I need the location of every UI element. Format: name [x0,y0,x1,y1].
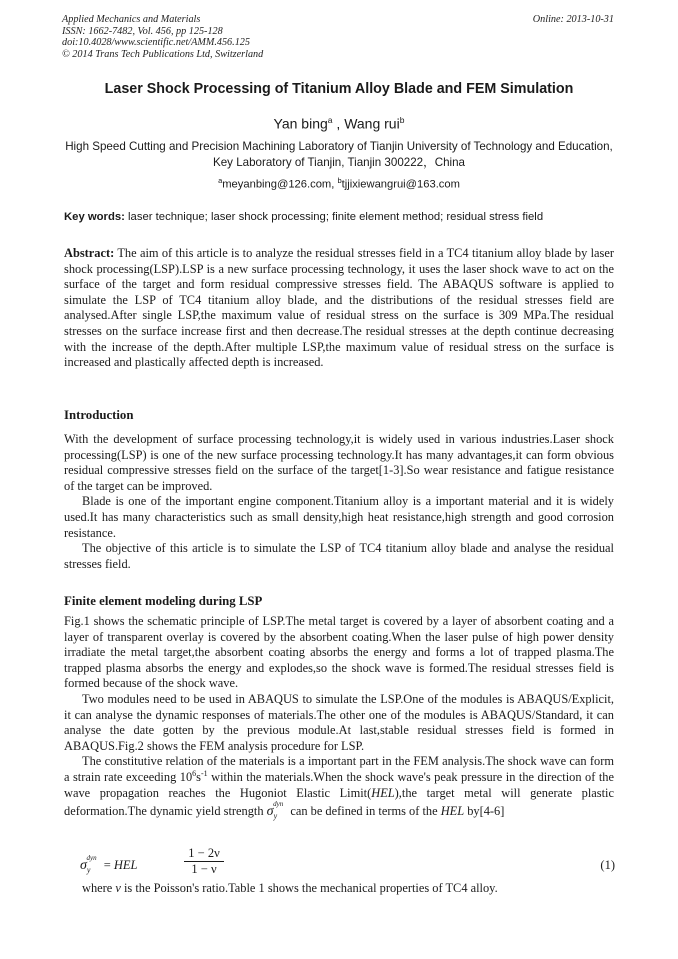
eq-sigma: σ [80,858,87,874]
equation-fraction [184,846,224,877]
eq-equals: = [100,858,114,873]
fem-paragraph-1: Fig.1 shows the schematic principle of LSP.The metal target is covered by a layer of absorbent coating and a layer of transparent overlay is covered by the absorbent coating.When the laser pulse of high power density irradiate the metal target,the absorbent coating absorbs the energy and forms a lot of trapped plasma.The trapped plasma absorbs the energy and explodes,so the shock wave is formed.The residual stresses field is formed because of the shock wave. [64,614,614,691]
paper-title: Laser Shock Processing of Titanium Alloy Blade and FEM Simulation [104,81,574,97]
equation-lhs [80,854,138,875]
journal-doi[interactable]: doi:10.4028/www.scientific.net/AMM.456.125 [62,37,250,49]
abstract-text: The aim of this article is to analyze the residual stresses field in a TC4 titanium alloy blade by laser shock processing(LSP).LSP is a new surface processing technology, it uses the laser shock wave to act on the surface of the target and form residual compressive stresses field. The ABAQUS software is applied to simulate the LSP of TC4 titanium alloy blade, and the distributions of the residual stresses field are analysed.After single LSP,the maximum value of residual stress on the surface is 309 MPa.The residual stresses on the surface increase first and then decrease.The residual stresses at the depth continue decreasing with the increase of the depth.After multiple LSP,the maximum value of residual stress on the surface is increased and plastically affected depth is increased. [64,246,614,370]
fem-body [64,614,614,824]
author-line [0,115,678,132]
author-separator: , [332,115,345,132]
journal-copyright: © 2014 Trans Tech Publications Ltd, Switzerland [62,48,264,60]
author-2: Wang rui [344,115,400,132]
fem-p3-text-c: within the materials.When the shock wave's peak pressure in the direction of the wave propagation reaches the Hugoniot Elastic Limit( [64,769,614,800]
where-text-a: where [82,881,116,895]
fem-heading: Finite element modeling during LSP [64,594,263,608]
introduction-body [64,432,614,572]
fem-p3-text-e: can be defined in terms of the [287,804,441,819]
email-a-marker: a [218,176,223,185]
email-b[interactable]: tjjixiewangrui@163.com [341,178,460,191]
author-1: Yan bing [273,115,328,132]
author-2-marker: b [399,115,405,125]
keywords-label: Key words: [64,211,125,223]
eq-hel: HEL [113,858,138,873]
abstract [64,246,614,371]
fem-p3-text-d: ),the target metal will generate plastic deformation.The dynamic yield strength [64,785,614,819]
abstract-label: Abstract: [64,246,115,260]
journal-issn: ISSN: 1662-7482, Vol. 456, pp 125-128 [62,25,223,37]
fem-p3-text-f: by[4-6] [464,804,505,819]
keywords [64,211,543,223]
intro-paragraph-3: The objective of this article is to simulate the LSP of TC4 titanium alloy blade and analyse the residual stresses field. [64,541,614,571]
email-a[interactable]: meyanbing@126.com, [222,178,338,191]
equation-1 [80,846,615,886]
fem-p3-sup-dyn: dyn [273,800,284,809]
where-line [82,881,498,896]
equation-number: (1) [600,858,615,872]
affiliation: High Speed Cutting and Precision Machining Laboratory of Tianjin University of Technology and Education, Key Laboratory of Tianjin, Tianjin 300222，China [65,140,613,169]
introduction-heading: Introduction [64,408,134,422]
fem-p3-text-a: The constitutive relation of the materials is a important part in the FEM analysis.The shock wave can form a strain rate exceeding 10 [64,754,614,784]
email-b-marker: b [337,176,342,185]
fem-p3-unit-s: s [196,769,201,784]
where-nu: ν [115,881,121,895]
author-1-marker: a [327,115,333,125]
intro-paragraph-2: Blade is one of the important engine component.Titanium alloy is a important material and it is widely used.It has many characteristics such as small density,high heat resistance,high strength and good corrosion resistance. [64,494,614,540]
where-text-b: is the Poisson's ratio.Table 1 shows the mechanical properties of TC4 alloy. [120,881,498,895]
fem-paragraph-2: Two modules need to be used in ABAQUS to simulate the LSP.One of the modules is ABAQUS/Explicit, it can analyse the dynamic responses of materials.The other one of the modules is ABAQUS/Standard, it can analyse the date gotten by the previous module.At last,stable residual stresses field is formed in ABAQUS.Fig.2 shows the FEM analysis procedure for LSP. [64,691,614,753]
fem-p3-exp-minus1: -1 [200,768,208,778]
fem-p3-hel-2: HEL [440,804,465,819]
fem-p3-sub-y: y [273,811,278,821]
email-line [0,176,678,191]
fem-paragraph-3 [64,754,614,824]
fem-p3-hel: HEL [371,785,395,800]
journal-name: Applied Mechanics and Materials [62,14,201,25]
eq-denominator: 1 − ν [191,862,217,876]
eq-numerator: 1 − 2ν [184,846,224,862]
online-date: Online: 2013-10-31 [532,14,614,25]
eq-sub-y: y [86,865,91,875]
intro-paragraph-1: With the development of surface processing technology,it is widely used in various industries.Laser shock processing(LSP) is one of the new surface processing technology.It has many advantages,it can form obvious residual compressive stresses field on the surface of the target[1-3].So wear resistance and fatigue resistance of the target can be improved. [64,432,614,493]
fem-p3-sigma: σ [266,804,274,820]
fem-p3-exp-6: 6 [192,768,197,778]
eq-sup-dyn: dyn [86,854,97,862]
journal-header [62,14,263,60]
keywords-text: laser technique; laser shock processing; finite element method; residual stress field [124,211,544,223]
